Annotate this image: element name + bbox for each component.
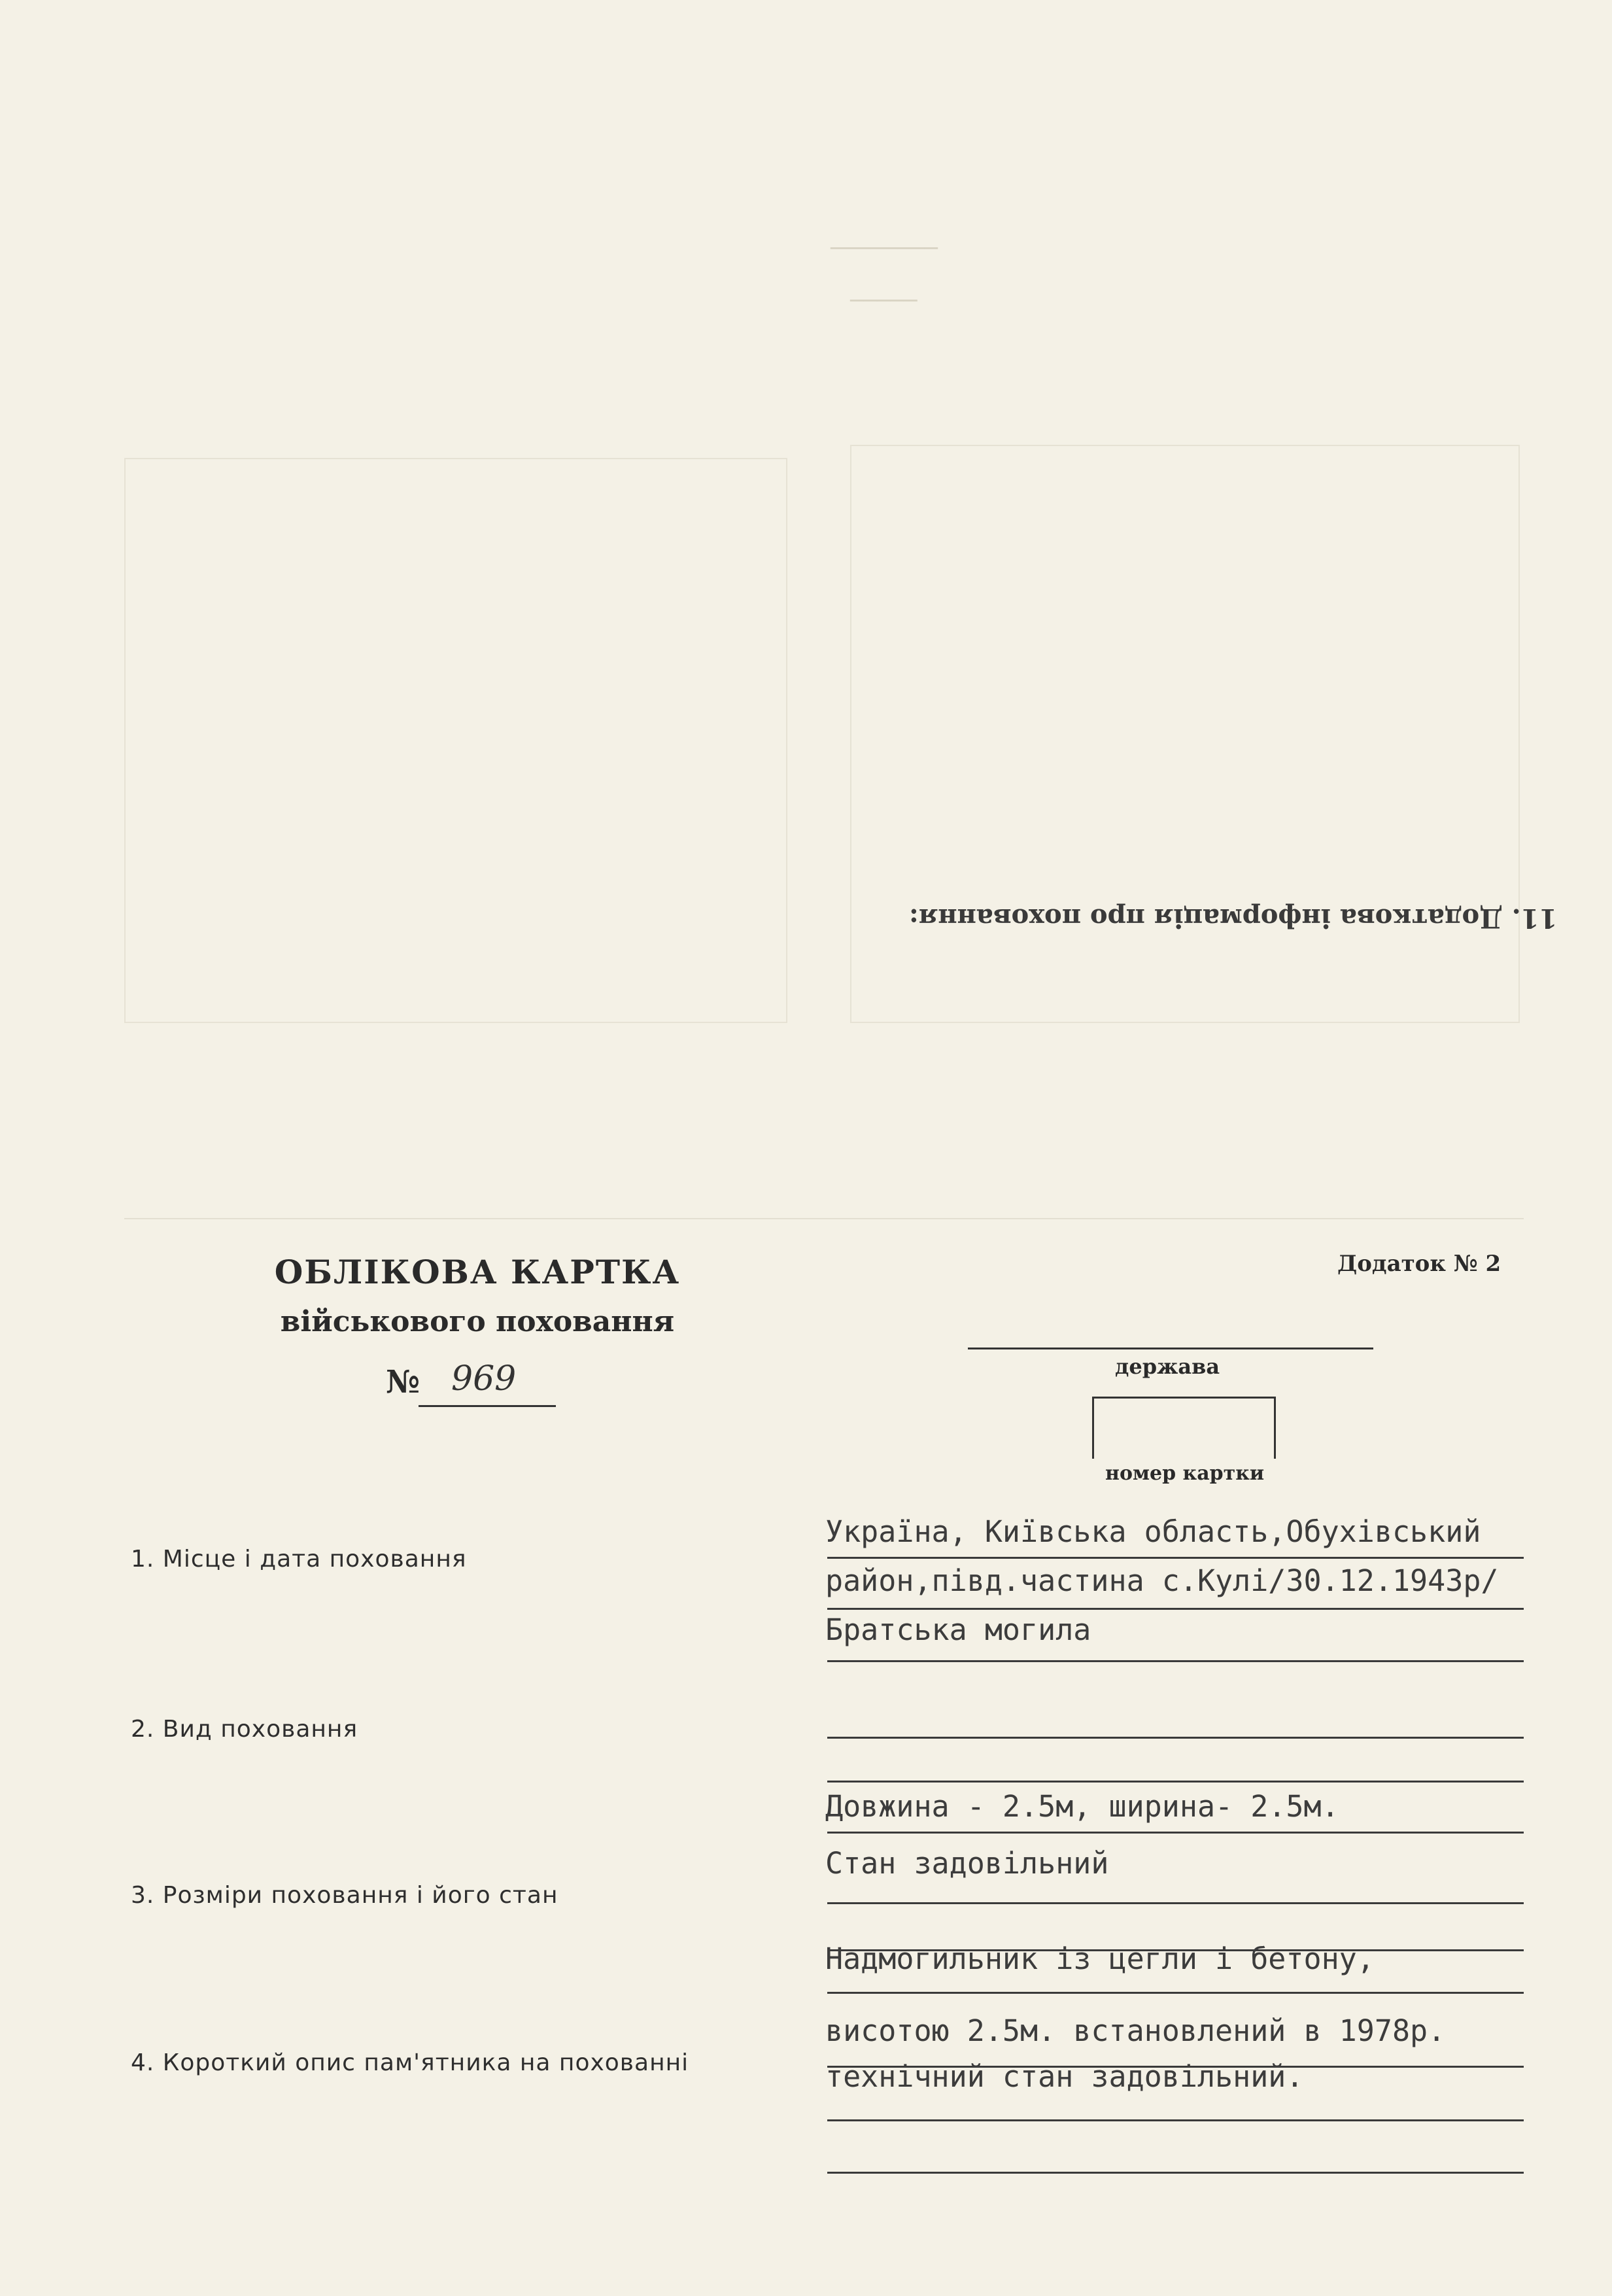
card-title: ОБЛІКОВА КАРТКА [274,1253,681,1291]
card-number-handwritten: 969 [451,1359,517,1399]
field-4-label: 4. Короткий опис пам'ятника на похованні [131,2049,689,2076]
rule [827,1992,1524,1994]
field-1-label: 1. Місце і дата поховання [131,1546,467,1573]
fold-line [124,1218,1524,1219]
rule [827,1832,1524,1834]
rule [827,1557,1524,1559]
rule [827,1902,1524,1904]
card-number-sign: № [386,1364,420,1400]
bleed-through-text: ───── [850,288,917,314]
field-4-line-1: Надмогильник із цегли і бетону, [825,1941,1375,1976]
field-3-line-1: Довжина - 2.5м, ширина- 2.5м. [825,1789,1339,1824]
rule [827,1608,1524,1610]
card-subtitle: військового поховання [280,1305,675,1338]
appendix-label: Додаток № 2 [1337,1251,1501,1277]
field-1-line-3: Братська могила [825,1612,1091,1647]
rule [827,1660,1524,1662]
card-number-box [1092,1397,1276,1459]
rule [827,2119,1524,2121]
card-number-caption: номер картки [1105,1462,1265,1485]
card-number-underline [419,1405,556,1407]
rule [827,2172,1524,2174]
bleed-through-box-left [124,458,787,1023]
field-4-line-2: висотою 2.5м. встановлений в 1978р. [825,2013,1446,2048]
field-1-line-2: район,півд.частина с.Кулі/30.12.1943р/ [825,1563,1499,1598]
state-field-caption: держава [1115,1354,1220,1379]
field-4-line-3: технічний стан задовільний. [825,2059,1304,2094]
state-field-line [968,1348,1373,1349]
field-3-line-2: Стан задовільний [825,1846,1109,1881]
field-1-line-1: Україна, Київська область,Обухівський [825,1514,1481,1549]
field-2-label: 2. Вид поховання [131,1716,358,1743]
bleed-through-heading: 11. Додаткова інформація про поховання: [909,903,1558,933]
bleed-through-box-right [850,445,1520,1023]
rule [827,1737,1524,1739]
rule [827,1781,1524,1783]
field-3-label: 3. Розміри поховання і його стан [131,1882,558,1909]
bleed-through-text: ──────── [831,235,938,262]
